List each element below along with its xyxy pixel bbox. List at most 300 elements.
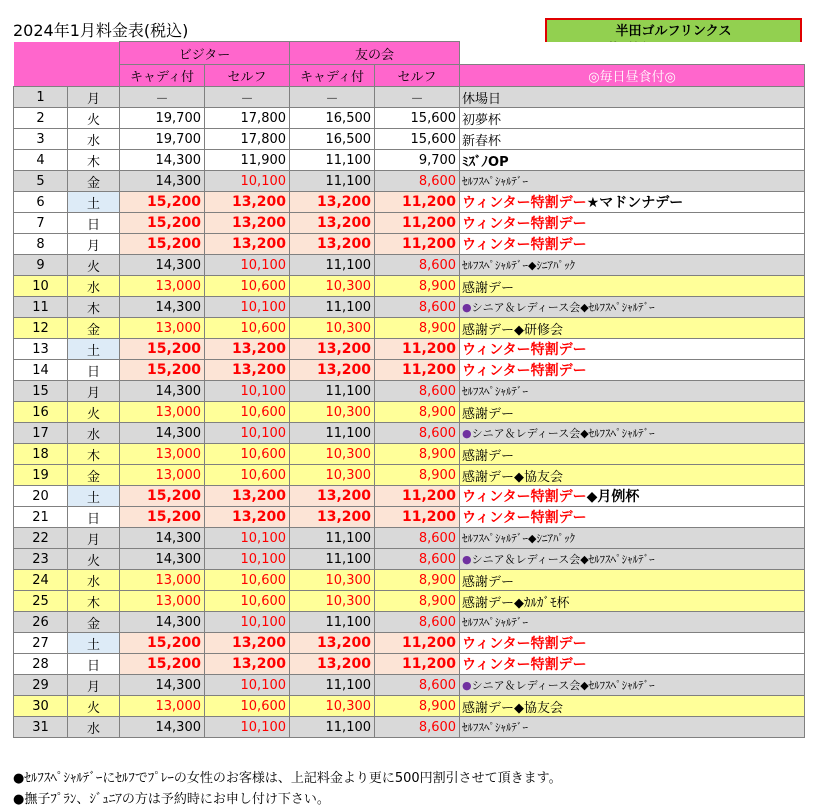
event-cell	[460, 465, 805, 486]
event-extra-label: ★マドンナデー	[586, 195, 684, 211]
price-value: 10,100	[240, 425, 287, 441]
member-self-price	[375, 444, 460, 465]
day-cell: 16	[14, 402, 68, 423]
visitor-caddie-price	[120, 129, 205, 150]
event-label: 新春杯	[462, 133, 502, 149]
price-value: 11,200	[402, 635, 457, 651]
day-cell: 18	[14, 444, 68, 465]
visitor-self-price	[205, 675, 290, 696]
price-value: 11,200	[402, 341, 457, 357]
price-value: 14,300	[155, 299, 201, 315]
weekday-cell: 月	[68, 675, 120, 696]
price-value: 13,000	[155, 278, 201, 294]
table-row	[14, 528, 805, 549]
price-value: 13,200	[316, 215, 372, 231]
event-cell	[460, 234, 805, 255]
member-self-price	[375, 696, 460, 717]
member-self-price	[375, 213, 460, 234]
member-self-price	[375, 87, 460, 108]
header-member-caddie: キャディ付	[290, 65, 375, 87]
table-row	[14, 339, 805, 360]
weekday-cell: 木	[68, 297, 120, 318]
weekday-cell: 木	[68, 444, 120, 465]
price-value: 8,600	[418, 719, 457, 735]
member-caddie-price	[290, 444, 375, 465]
visitor-self-price	[205, 402, 290, 423]
weekday-cell: 木	[68, 150, 120, 171]
header-visitor-caddie: キャディ付	[120, 65, 205, 87]
price-value: 11,100	[325, 383, 372, 399]
table-row	[14, 486, 805, 507]
price-value: 14,300	[155, 152, 201, 168]
visitor-caddie-price	[120, 465, 205, 486]
member-self-price	[375, 507, 460, 528]
visitor-caddie-price	[120, 339, 205, 360]
member-caddie-price	[290, 465, 375, 486]
member-caddie-price	[290, 423, 375, 444]
event-cell	[460, 675, 805, 696]
table-row	[14, 696, 805, 717]
table-row	[14, 129, 805, 150]
member-self-price	[375, 675, 460, 696]
member-caddie-price	[290, 612, 375, 633]
member-caddie-price	[290, 87, 375, 108]
day-cell: 7	[14, 213, 68, 234]
weekday-cell: 月	[68, 381, 120, 402]
price-value: 13,200	[316, 236, 372, 252]
price-value: 10,100	[240, 614, 287, 630]
visitor-self-price	[205, 528, 290, 549]
weekday-cell: 水	[68, 276, 120, 297]
price-value: 15,200	[146, 635, 201, 651]
weekday-cell: 月	[68, 234, 120, 255]
day-cell: 14	[14, 360, 68, 381]
visitor-self-price	[205, 486, 290, 507]
price-value: 13,200	[231, 362, 287, 378]
visitor-caddie-price	[120, 717, 205, 738]
event-label: 感謝デー◆研修会	[462, 322, 564, 338]
event-cell	[460, 171, 805, 192]
member-caddie-price	[290, 675, 375, 696]
table-row	[14, 465, 805, 486]
price-value: 15,200	[146, 341, 201, 357]
price-value: 13,000	[155, 698, 201, 714]
visitor-caddie-price	[120, 570, 205, 591]
table-row	[14, 318, 805, 339]
member-caddie-price	[290, 234, 375, 255]
price-value: 16,500	[325, 131, 372, 147]
member-self-price	[375, 549, 460, 570]
price-value: 8,900	[418, 467, 457, 483]
weekday-cell: 火	[68, 549, 120, 570]
event-cell	[460, 486, 805, 507]
header-row-1	[14, 42, 805, 65]
event-cell	[460, 591, 805, 612]
member-caddie-price	[290, 108, 375, 129]
header-member-self: セルフ	[375, 65, 460, 87]
purple-dot-icon: ●	[462, 427, 472, 440]
event-cell	[460, 717, 805, 738]
price-value: 14,300	[155, 173, 201, 189]
visitor-self-price	[205, 423, 290, 444]
event-cell	[460, 360, 805, 381]
member-self-price	[375, 108, 460, 129]
member-caddie-price	[290, 150, 375, 171]
table-row	[14, 381, 805, 402]
visitor-caddie-price	[120, 423, 205, 444]
price-value: 13,000	[155, 404, 201, 420]
price-value: 11,100	[325, 299, 372, 315]
event-label: ウィンター特割デー	[462, 237, 587, 253]
member-self-price	[375, 633, 460, 654]
member-self-price	[375, 654, 460, 675]
page-title: 2024年1月料金表(税込)	[13, 21, 189, 40]
member-caddie-price	[290, 381, 375, 402]
day-cell: 26	[14, 612, 68, 633]
visitor-self-price	[205, 444, 290, 465]
table-row	[14, 192, 805, 213]
table-row	[14, 108, 805, 129]
weekday-cell: 水	[68, 129, 120, 150]
event-label: 初夢杯	[462, 112, 502, 128]
price-value: 11,100	[325, 551, 372, 567]
price-value: 10,100	[240, 173, 287, 189]
price-value: 11,100	[325, 719, 372, 735]
price-value: 10,600	[240, 698, 287, 714]
table-row	[14, 276, 805, 297]
visitor-caddie-price	[120, 192, 205, 213]
price-value: 13,000	[155, 446, 201, 462]
table-row	[14, 213, 805, 234]
member-caddie-price	[290, 717, 375, 738]
member-self-price	[375, 318, 460, 339]
day-cell: 1	[14, 87, 68, 108]
price-value: 17,800	[240, 110, 287, 126]
event-cell	[460, 444, 805, 465]
visitor-self-price	[205, 570, 290, 591]
visitor-self-price	[205, 255, 290, 276]
visitor-caddie-price	[120, 402, 205, 423]
event-cell	[460, 87, 805, 108]
weekday-cell: 火	[68, 108, 120, 129]
table-row	[14, 171, 805, 192]
day-cell: 31	[14, 717, 68, 738]
day-cell: 6	[14, 192, 68, 213]
day-cell: 12	[14, 318, 68, 339]
price-value: －	[155, 91, 169, 107]
member-self-price	[375, 192, 460, 213]
weekday-cell: 木	[68, 591, 120, 612]
price-value: 8,600	[418, 383, 457, 399]
weekday-cell: 日	[68, 507, 120, 528]
member-self-price	[375, 297, 460, 318]
member-self-price	[375, 339, 460, 360]
price-value: 10,600	[240, 467, 287, 483]
day-cell: 24	[14, 570, 68, 591]
event-cell	[460, 150, 805, 171]
table-row	[14, 234, 805, 255]
price-value: 13,000	[155, 593, 201, 609]
weekday-cell: 金	[68, 612, 120, 633]
price-value: 11,200	[402, 215, 457, 231]
price-value: 19,700	[155, 110, 201, 126]
price-value: 10,100	[240, 677, 287, 693]
header-lunch: ◎毎日昼食付◎	[460, 65, 805, 87]
weekday-cell: 土	[68, 486, 120, 507]
visitor-self-price	[205, 381, 290, 402]
table-row	[14, 444, 805, 465]
price-value: 8,600	[418, 299, 457, 315]
price-value: 8,900	[418, 698, 457, 714]
member-caddie-price	[290, 171, 375, 192]
member-self-price	[375, 234, 460, 255]
price-value: 14,300	[155, 257, 201, 273]
price-value: 11,100	[325, 173, 372, 189]
event-label: ウィンター特割デー	[462, 195, 587, 211]
price-value: 14,300	[155, 719, 201, 735]
event-label: ●シニア＆レディース会◆ｾﾙﾌｽﾍﾟｼｬﾙﾃﾞｰ	[462, 301, 655, 314]
price-value: 16,500	[325, 110, 372, 126]
event-cell	[460, 381, 805, 402]
price-value: 14,300	[155, 530, 201, 546]
event-cell	[460, 696, 805, 717]
day-cell: 3	[14, 129, 68, 150]
price-value: 11,200	[402, 236, 457, 252]
table-row	[14, 423, 805, 444]
visitor-caddie-price	[120, 654, 205, 675]
price-value: 9,700	[418, 152, 457, 168]
price-value: 11,100	[325, 425, 372, 441]
weekday-cell: 土	[68, 192, 120, 213]
member-caddie-price	[290, 360, 375, 381]
course-name: 半田ゴルフリンクス	[615, 24, 732, 39]
event-cell	[460, 108, 805, 129]
visitor-self-price	[205, 360, 290, 381]
price-value: 8,900	[418, 572, 457, 588]
price-value: 10,600	[240, 446, 287, 462]
header-contact-space	[460, 42, 805, 65]
member-self-price	[375, 381, 460, 402]
price-value: 15,200	[146, 656, 201, 672]
event-label: 感謝デー◆ｶﾙｶﾞﾓ杯	[462, 595, 570, 611]
event-cell	[460, 276, 805, 297]
event-cell	[460, 129, 805, 150]
visitor-caddie-price	[120, 675, 205, 696]
price-value: 15,200	[146, 488, 201, 504]
day-cell: 4	[14, 150, 68, 171]
event-label: ウィンター特割デー	[462, 342, 587, 358]
price-value: －	[240, 91, 254, 107]
visitor-caddie-price	[120, 87, 205, 108]
visitor-caddie-price	[120, 444, 205, 465]
price-value: 10,600	[240, 572, 287, 588]
event-label: ﾐｽﾞﾉOP	[462, 154, 509, 170]
header-visitor-self: セルフ	[205, 65, 290, 87]
visitor-self-price	[205, 612, 290, 633]
price-value: 8,900	[418, 278, 457, 294]
member-caddie-price	[290, 486, 375, 507]
price-value: 11,200	[402, 488, 457, 504]
event-cell	[460, 192, 805, 213]
visitor-caddie-price	[120, 213, 205, 234]
visitor-self-price	[205, 633, 290, 654]
visitor-self-price	[205, 150, 290, 171]
event-label: ｾﾙﾌｽﾍﾟｼｬﾙﾃﾞｰ◆ｼﾆｱﾊﾟｯｸ	[462, 532, 575, 545]
weekday-cell: 火	[68, 255, 120, 276]
member-self-price	[375, 591, 460, 612]
weekday-cell: 日	[68, 654, 120, 675]
event-label: ｾﾙﾌｽﾍﾟｼｬﾙﾃﾞｰ	[462, 721, 529, 734]
event-label: 感謝デー	[462, 280, 515, 296]
event-cell	[460, 402, 805, 423]
visitor-caddie-price	[120, 591, 205, 612]
price-value: 14,300	[155, 383, 201, 399]
visitor-self-price	[205, 717, 290, 738]
price-value: 10,100	[240, 257, 287, 273]
event-label: 感謝デー◆協友会	[462, 700, 564, 716]
price-value: 8,900	[418, 446, 457, 462]
price-value: 8,600	[418, 614, 457, 630]
member-caddie-price	[290, 591, 375, 612]
day-cell: 22	[14, 528, 68, 549]
price-value: 8,600	[418, 530, 457, 546]
member-self-price	[375, 486, 460, 507]
header-visitor: ビジター	[120, 42, 290, 65]
day-cell: 27	[14, 633, 68, 654]
table-row	[14, 402, 805, 423]
visitor-caddie-price	[120, 381, 205, 402]
member-caddie-price	[290, 297, 375, 318]
weekday-cell: 水	[68, 717, 120, 738]
visitor-self-price	[205, 192, 290, 213]
member-self-price	[375, 171, 460, 192]
member-self-price	[375, 717, 460, 738]
event-label: 感謝デー◆協友会	[462, 469, 564, 485]
weekday-cell: 火	[68, 696, 120, 717]
event-label: ウィンター特割デー	[462, 489, 587, 505]
visitor-caddie-price	[120, 150, 205, 171]
price-value: 10,600	[240, 404, 287, 420]
weekday-cell: 月	[68, 87, 120, 108]
member-caddie-price	[290, 276, 375, 297]
day-cell: 23	[14, 549, 68, 570]
event-label: 感謝デー	[462, 448, 515, 464]
member-caddie-price	[290, 339, 375, 360]
event-label: ｾﾙﾌｽﾍﾟｼｬﾙﾃﾞｰ	[462, 175, 529, 188]
header-blank	[14, 42, 120, 87]
price-value: 8,900	[418, 320, 457, 336]
visitor-self-price	[205, 108, 290, 129]
price-value: 15,600	[410, 131, 457, 147]
price-value: 11,900	[240, 152, 287, 168]
weekday-cell: 金	[68, 171, 120, 192]
day-cell: 28	[14, 654, 68, 675]
visitor-caddie-price	[120, 612, 205, 633]
price-value: 10,100	[240, 383, 287, 399]
price-value: 10,300	[325, 278, 372, 294]
member-self-price	[375, 423, 460, 444]
table-row	[14, 612, 805, 633]
table-row	[14, 717, 805, 738]
member-caddie-price	[290, 633, 375, 654]
price-value: 8,600	[418, 257, 457, 273]
price-value: 11,100	[325, 257, 372, 273]
price-value: 11,200	[402, 194, 457, 210]
day-cell: 15	[14, 381, 68, 402]
member-caddie-price	[290, 654, 375, 675]
note-plan: ●撫子ﾌﾟﾗﾝ、ｼﾞｭﾆｱの方は予約時にお申し付け下さい。	[13, 792, 330, 807]
event-label: ウィンター特割デー	[462, 363, 587, 379]
member-self-price	[375, 402, 460, 423]
price-value: 10,300	[325, 404, 372, 420]
event-cell	[460, 612, 805, 633]
price-value: 13,200	[231, 236, 287, 252]
visitor-self-price	[205, 591, 290, 612]
price-value: 15,200	[146, 215, 201, 231]
member-self-price	[375, 129, 460, 150]
header-row-2	[14, 65, 805, 87]
price-value: 13,200	[231, 509, 287, 525]
price-value: 10,300	[325, 446, 372, 462]
price-value: 8,600	[418, 173, 457, 189]
weekday-cell: 月	[68, 528, 120, 549]
table-row	[14, 549, 805, 570]
member-caddie-price	[290, 549, 375, 570]
event-cell	[460, 654, 805, 675]
visitor-self-price	[205, 213, 290, 234]
visitor-self-price	[205, 234, 290, 255]
price-value: 8,900	[418, 404, 457, 420]
price-table	[13, 41, 805, 738]
visitor-caddie-price	[120, 318, 205, 339]
member-caddie-price	[290, 129, 375, 150]
member-caddie-price	[290, 570, 375, 591]
member-self-price	[375, 276, 460, 297]
price-value: 13,000	[155, 320, 201, 336]
event-cell	[460, 423, 805, 444]
note-self-special: ●ｾﾙﾌｽﾍﾟｼｬﾙﾃﾞｰにｾﾙﾌでﾌﾟﾚｰの女性のお客様は、上記料金より更に500円割引させて頂きます。	[13, 771, 562, 786]
price-value: 11,100	[325, 152, 372, 168]
price-value: 10,600	[240, 593, 287, 609]
day-cell: 13	[14, 339, 68, 360]
price-value: 13,200	[231, 635, 287, 651]
visitor-self-price	[205, 507, 290, 528]
visitor-caddie-price	[120, 633, 205, 654]
weekday-cell: 金	[68, 465, 120, 486]
price-value: 13,200	[316, 635, 372, 651]
price-value: 11,100	[325, 530, 372, 546]
price-value: 13,200	[231, 215, 287, 231]
event-label: ウィンター特割デー	[462, 510, 587, 526]
event-label: ●シニア＆レディース会◆ｾﾙﾌｽﾍﾟｼｬﾙﾃﾞｰ	[462, 427, 655, 440]
weekday-cell: 日	[68, 213, 120, 234]
member-self-price	[375, 570, 460, 591]
weekday-cell: 火	[68, 402, 120, 423]
weekday-cell: 土	[68, 633, 120, 654]
member-self-price	[375, 612, 460, 633]
price-value: 13,200	[231, 656, 287, 672]
weekday-cell: 水	[68, 423, 120, 444]
event-label: ｾﾙﾌｽﾍﾟｼｬﾙﾃﾞｰ◆ｼﾆｱﾊﾟｯｸ	[462, 259, 575, 272]
purple-dot-icon: ●	[462, 301, 472, 314]
price-value: 15,200	[146, 509, 201, 525]
member-caddie-price	[290, 192, 375, 213]
price-rows	[14, 87, 805, 738]
event-cell	[460, 549, 805, 570]
table-row	[14, 591, 805, 612]
table-row	[14, 360, 805, 381]
price-value: 8,900	[418, 593, 457, 609]
